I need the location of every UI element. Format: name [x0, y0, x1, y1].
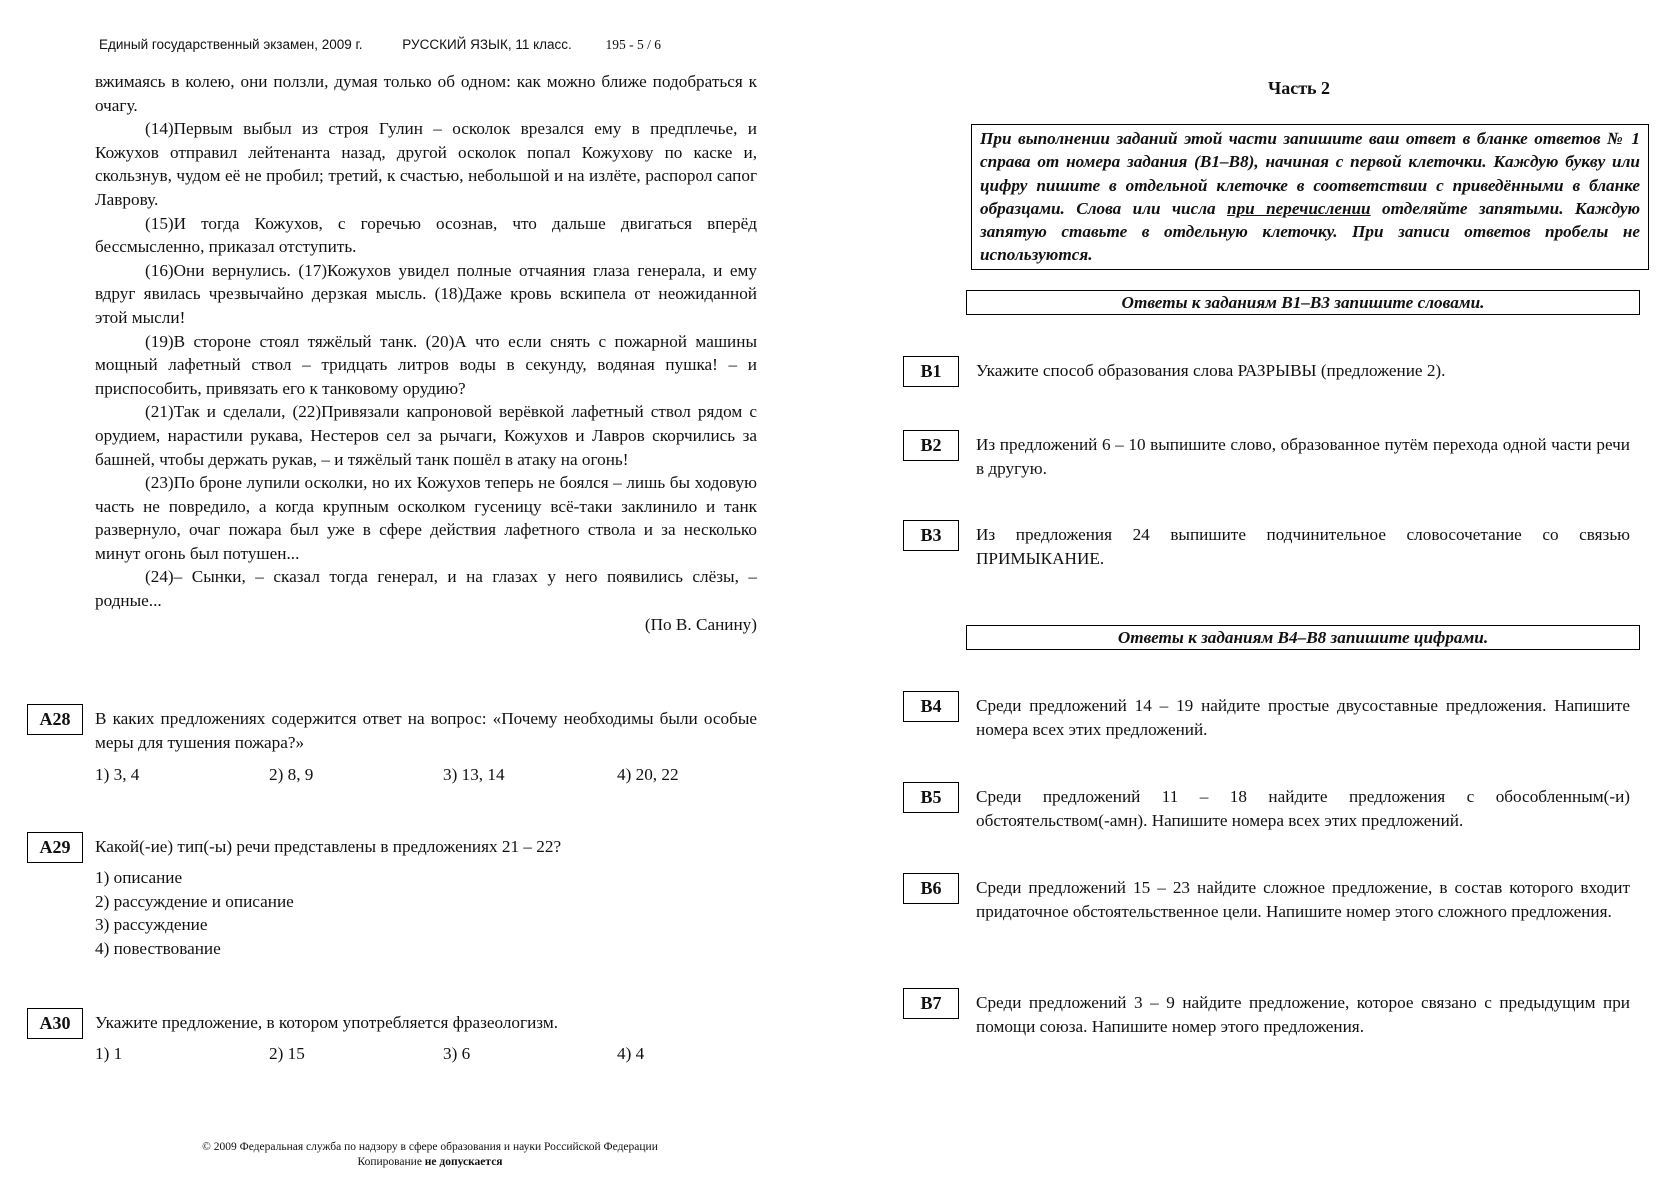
option: 3) 6 [443, 1044, 471, 1063]
passage-paragraph: (16)Они вернулись. (17)Кожухов увидел полные отчаяния глаза генерала, и ему вдруг явилась чрезвычайно дерзкая мысль. (18)Даже кровь вскипела от неожиданной этой мысли! [95, 260, 757, 327]
task-number-b7: B7 [903, 988, 959, 1019]
task-number-a29: A29 [27, 832, 83, 863]
copyright-footer [160, 1140, 700, 1170]
instruction-text-a: При выполнении заданий этой части запишите ваш ответ в бланке ответов № 1 справа от номера задания (В1–В8), начиная с первой клеточки. Каждую букву или цифру пишите в отдельной клеточке в соответствии с приведёнными в бланке образцами. Слова или числа [980, 129, 1640, 218]
task-a28-options [95, 763, 791, 787]
option: 4) 20, 22 [617, 765, 679, 784]
option: 1) 1 [95, 1044, 123, 1063]
passage-paragraph: (14)Первым выбыл из строя Гулин – осколок врезался ему в предплечье, и Кожухов отправил лейтенанта назад, другой осколок попал Кожухову по каске и, скользнув, чудом её не пробил; третий, к счастью, небольшой и на излёте, распорол сапог Лаврову. [95, 119, 757, 209]
answer-instruction-bar-b4-b8 [966, 625, 1640, 650]
task-b5-text: Среди предложений 11 – 18 найдите предложения с обособленным(-и) обстоятельством(-амн). Напишите номера всех этих предложений. [976, 787, 1630, 830]
part-title: Часть 2 [1268, 78, 1331, 98]
passage-text [95, 70, 757, 636]
passage-source: (По В. Санину) [644, 614, 757, 634]
task-number-b3: B3 [903, 520, 959, 551]
passage-paragraph: (24)– Сынки, – сказал тогда генерал, и на глазах у него появились слёзы, – родные... [95, 567, 757, 611]
task-b1-text: Укажите способ образования слова РАЗРЫВЫ (предложение 2). [976, 361, 1446, 380]
task-a29-options [95, 866, 294, 960]
task-b3-text: Из предложения 24 выпишите подчинительное словосочетание со связью ПРИМЫКАНИЕ. [976, 525, 1630, 568]
copyright-line: © 2009 Федеральная служба по надзору в сфере образования и науки Российской Федерации [202, 1141, 658, 1153]
page-number: 195 - 5 / 6 [605, 37, 662, 52]
subject-title: РУССКИЙ ЯЗЫК, 11 класс. [402, 37, 572, 52]
copy-notice-prefix: Копирование [357, 1156, 425, 1168]
instruction-text-b: отделяйте запятыми. Каждую запятую ставьте в отдельную клеточку. При записи ответов пробелы не используются. [980, 198, 1640, 265]
passage-paragraph: (15)И тогда Кожухов, с горечью осознав, что дальше двигаться вперёд бессмысленно, приказал отступить. [95, 213, 757, 257]
task-number-b4: B4 [903, 691, 959, 722]
page-header [99, 37, 697, 53]
option: 2) 8, 9 [269, 765, 314, 784]
task-b6-text: Среди предложений 15 – 23 найдите сложное предложение, в состав которого входит придаточное обстоятельственное цели. Напишите номер этого сложного предложения. [976, 878, 1630, 921]
instruction-underlined: при перечислении [1227, 198, 1371, 218]
task-b4-text: Среди предложений 14 – 19 найдите простые двусоставные предложения. Напишите номера всех этих предложений. [976, 696, 1630, 739]
instruction-box [971, 124, 1649, 270]
passage-paragraph: (23)По броне лупили осколки, но их Кожухов теперь не боялся – лишь бы ходовую часть не повредило, а когда крупным осколком гусеницу всё-таки заклинило и танк развернуло, очаг пожара был уже в сфере действия лафетного ствола и за несколько минут огонь был потушен... [95, 473, 757, 563]
option: 2) 15 [269, 1044, 305, 1063]
task-number-b6: B6 [903, 873, 959, 904]
copy-notice [160, 1155, 700, 1170]
task-number-b1: B1 [903, 356, 959, 387]
option: 1) 3, 4 [95, 765, 140, 784]
bar-text: Ответы к заданиям В4–В8 запишите цифрами. [1117, 628, 1489, 647]
passage-paragraph: вжимаясь в колею, они ползли, думая только об одном: как можно ближе подобраться к очагу. [95, 72, 757, 115]
task-number-a30: A30 [27, 1008, 83, 1039]
answer-instruction-bar-b1-b3 [966, 290, 1640, 315]
option: 4) повествование [95, 938, 221, 958]
option: 3) 13, 14 [443, 765, 505, 784]
task-number-b5: B5 [903, 782, 959, 813]
task-a28-question: В каких предложениях содержится ответ на вопрос: «Почему необходимы были особые меры для тушения пожара?» [95, 709, 757, 752]
copy-notice-bold: не допускается [424, 1156, 503, 1168]
bar-text: Ответы к заданиям В1–В3 запишите словами. [1121, 293, 1485, 312]
option: 4) 4 [617, 1044, 645, 1063]
passage-paragraph: (19)В стороне стоял тяжёлый танк. (20)А что если снять с пожарной машины мощный лафетный ствол – тридцать литров воды в секунду, водяная пушка! – и приспособить, привязать его к танковому орудию? [95, 331, 757, 398]
task-a30-options [95, 1042, 791, 1066]
task-a29-question: Какой(-ие) тип(-ы) речи представлены в предложениях 21 – 22? [95, 837, 562, 856]
task-a30-question: Укажите предложение, в котором употребляется фразеологизм. [95, 1013, 558, 1032]
task-b2-text: Из предложений 6 – 10 выпишите слово, образованное путём перехода одной части речи в другую. [976, 435, 1630, 478]
option: 2) рассуждение и описание [95, 891, 294, 911]
option: 3) рассуждение [95, 915, 208, 935]
passage-paragraph: (21)Так и сделали, (22)Привязали капроновой верёвкой лафетный ствол рядом с орудием, нарастили рукава, Нестеров сел за рычаги, Кожухов и Лавров скорчились за башней, чтобы держать рукав, – и тяжёлый танк пошёл в атаку на огонь! [95, 402, 757, 469]
exam-title: Единый государственный экзамен, 2009 г. [99, 37, 363, 52]
task-number-b2: B2 [903, 430, 959, 461]
task-number-a28: A28 [27, 704, 83, 735]
option: 1) описание [95, 868, 183, 887]
task-b7-text: Среди предложений 3 – 9 найдите предложение, которое связано с предыдущим при помощи союза. Напишите номер этого предложения. [976, 993, 1630, 1036]
